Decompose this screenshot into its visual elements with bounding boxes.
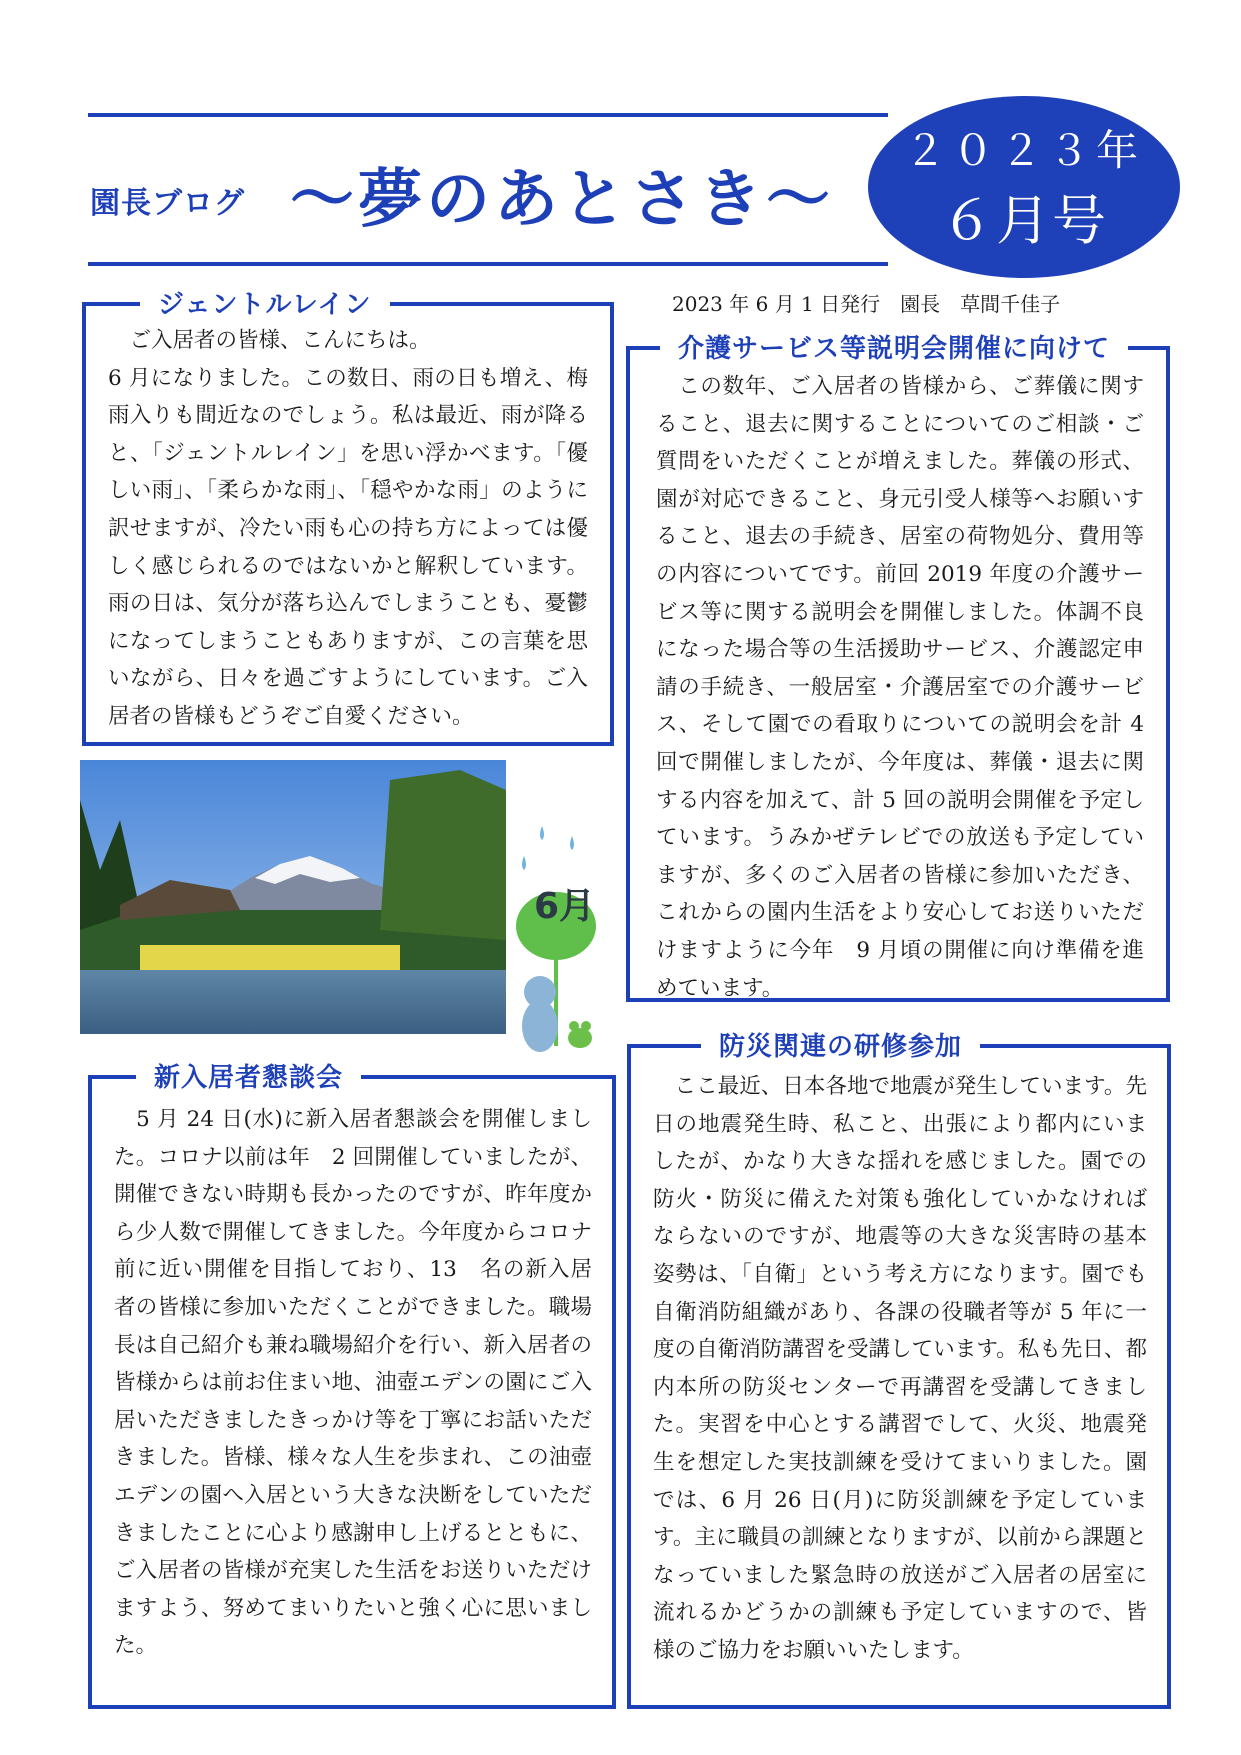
header-top-rule	[88, 113, 888, 117]
june-mascot-illustration	[512, 826, 600, 1056]
issue-month: ６月号	[940, 189, 1108, 252]
article-disaster-training	[627, 1032, 1171, 1709]
article-body: ご入居者の皆様、こんにちは。 6 月になりました。この数日、雨の日も増え、梅雨入りも間近なのでしょう。私は最近、雨が降ると、「ジェントルレイン」を思い浮かべます。「優しい雨」、「柔らかな雨」、「穏やかな雨」のように訳せますが、冷たい雨も心の持ち方によっては優しく感じられるのではないかと解釈しています。雨の日は、気分が落ち込んでしまうことも、憂鬱になってしまうこともありますが、この言葉を思いながら、日々を過ごすようにしています。ご入居者の皆様もどうぞご自愛ください。	[108, 328, 588, 729]
newsletter-title: ～夢のあとさき～	[290, 163, 834, 237]
article-body: 5 月 24 日(水)に新入居者懇談会を開催しました。コロナ以前は年 2 回開催していましたが、開催できない時期も長かったのですが、昨年度から少人数で開催してきました。今年度からコロナ前に近い開催を目指しており、13 名の新入居者の皆様に参加いただくことができました。職場長は自己紹介も兼ね職場紹介を行い、新入居者の皆様からは前お住まい地、油壺エデンの園にご入居いただきましたきっかけ等を丁寧にお話いただきました。皆様、様々な人生を歩まれ、この油壺エデンの園へ入居という大きな決断をしていただきましたことに心より感謝申し上げるとともに、ご入居者の皆様が充実した生活をお送りいただけますよう、努めてまいりたいと強く心に思いました。	[114, 1107, 592, 1659]
issue-badge	[868, 96, 1180, 278]
article-title: ジェントルレイン	[140, 284, 390, 321]
issue-year: ２０２３年	[903, 126, 1144, 175]
article-body: ここ最近、日本各地で地震が発生しています。先日の地震発生時、私こと、出張により都内にいましたが、かなり大きな揺れを感じました。園での防火・防災に備えた対策も強化していかなければならないのですが、地震等の大きな災害時の基本姿勢は、「自衛」という考え方になります。園でも自衛消防組織があり、各課の役職者等が 5 年に一度の自衛消防講習を受講しています。私も先日、都内本所の防災センターで再講習を受講してきました。実習を中心とする講習でして、火災、地震発生を想定した実技訓練を受けてまいりました。園では、6 月 26 日(月)に防災訓練を予定しています。主に職員の訓練となりますが、以前から課題となっていました緊急時の放送がご入居者の居室に流れるかどうかの訓練も予定していますので、皆様のご協力をお願いいたします。	[653, 1074, 1147, 1663]
header-bottom-rule	[88, 262, 888, 266]
blog-label: 園長ブログ	[90, 186, 245, 221]
mascot-month-label: 6月	[534, 886, 596, 927]
article-care-service	[626, 334, 1170, 1002]
article-newcomer-meeting	[88, 1063, 616, 1709]
article-body: この数年、ご入居者の皆様から、ご葬儀に関すること、退去に関することについてのご相談・ご質問をいただくことが増えました。葬儀の形式、園が対応できること、身元引受人様等へお願いすること、退去の手続き、居室の荷物処分、費用等の内容についてです。前回 2019 年度の介護サービス等に関する説明会を開催しました。体調不良になった場合等の生活援助サービス、介護認定申請の手続き、一般居室・介護居室での介護サービス、そして園での看取りについての説明会を計 4回で開催しましたが、今年度は、葬儀・退去に関する内容を加えて、計 5 回の説明会開催を予定しています。うみかぜテレビでの放送も予定していますが、多くのご入居者の皆様に参加いただき、これからの園内生活をより安心してお送りいただけますように今年 9 月頃の開催に向け準備を進めています。	[656, 374, 1144, 1001]
landscape-photo	[80, 760, 506, 1034]
issued-line: 2023 年 6 月 1 日発行 園長 草間千佳子	[672, 292, 1061, 316]
article-gentle-rain	[82, 290, 614, 746]
article-title: 防災関連の研修参加	[701, 1026, 980, 1063]
article-title: 介護サービス等説明会開催に向けて	[660, 328, 1128, 365]
article-title: 新入居者懇談会	[136, 1057, 361, 1094]
